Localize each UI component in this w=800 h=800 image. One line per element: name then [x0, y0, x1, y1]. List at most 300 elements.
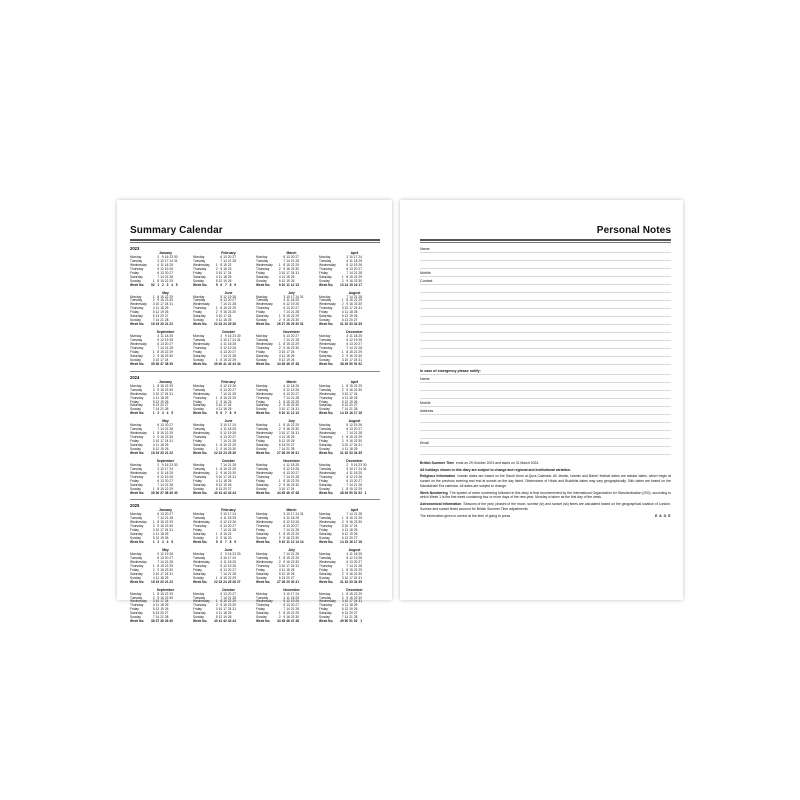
day-cell: 24 [295, 294, 299, 299]
day-cell: 10 [281, 431, 286, 436]
day-name: Saturday [130, 611, 143, 616]
day-cell: 28 [295, 338, 299, 343]
day-cell: 1 [215, 262, 218, 267]
day-cell: 11 [155, 306, 160, 311]
week-number-cell: 29 [286, 579, 290, 584]
contact-line-8[interactable] [420, 341, 671, 349]
week-number-cell: 48 [340, 490, 344, 495]
day-cell: 7 [157, 559, 160, 564]
day-cell: 9 [346, 278, 349, 283]
day-cell: 28 [232, 258, 236, 263]
day-cell: 6 [341, 403, 344, 408]
day-cell: 12 [160, 338, 164, 343]
day-cell: 15 [349, 274, 353, 279]
day-cell: 31 [300, 512, 304, 517]
day-cell: 7 [278, 446, 281, 451]
day-name: Sunday [130, 446, 141, 451]
day-cell: 19 [286, 439, 290, 444]
day-cell: 22 [164, 278, 169, 283]
week-number-cell: 20 [160, 322, 164, 327]
day-cell: 14 [160, 482, 164, 487]
week-label: Week No. [256, 619, 271, 624]
week-number-cell: 32 [344, 450, 349, 455]
day-cell: 22 [164, 383, 169, 388]
day-cell: 30 [237, 552, 241, 556]
day-cell: 1 [152, 383, 155, 388]
day-cell: 23 [353, 353, 358, 358]
day-cell: 11 [160, 262, 164, 267]
day-cell: 23 [227, 266, 232, 271]
day-name: Tuesday [256, 338, 269, 343]
week-number-cell: 22 [214, 450, 218, 455]
day-cell: 5 [220, 431, 223, 436]
week-number-cell [236, 620, 241, 624]
week-number-cell: 41 [223, 361, 227, 366]
week-number-cell: 29 [286, 450, 290, 455]
day-cell: 17 [164, 258, 169, 263]
day-cell: 25 [232, 516, 236, 521]
day-name: Saturday [193, 482, 206, 487]
day-cell: 12 [155, 310, 160, 315]
day-cell: 26 [227, 615, 232, 620]
day-name: Saturday [130, 571, 143, 576]
day-cell: 19 [290, 387, 295, 392]
week-number-cell: 9 [278, 282, 281, 287]
contact-line-3[interactable] [420, 301, 671, 309]
day-cell: 8 [283, 399, 286, 404]
day-name: Saturday [256, 403, 269, 408]
day-cell: 8 [346, 274, 349, 279]
week-label: Week No. [256, 450, 271, 455]
week-number-cell [236, 323, 241, 327]
day-cell: 16 [160, 595, 164, 600]
emergency-address-field[interactable] [420, 407, 671, 415]
day-name: Sunday [193, 407, 204, 412]
day-cell: 31 [169, 571, 173, 576]
week-number-cell: 35 [151, 490, 155, 495]
day-name: Thursday [256, 474, 270, 479]
week-number-cell: 5 [171, 540, 173, 545]
day-cell: 10 [349, 466, 353, 471]
month-grid [130, 381, 191, 417]
day-cell: 22 [290, 532, 295, 537]
day-cell: 3 [215, 314, 218, 319]
day-cell: 13 [349, 427, 353, 432]
name-line-2[interactable] [420, 261, 671, 269]
day-cell: 16 [286, 345, 290, 350]
day-cell: 18 [353, 334, 358, 339]
week-number-cell: 34 [353, 450, 358, 455]
week-number-cell: 2 [157, 411, 160, 416]
day-cell: 7 [283, 338, 286, 343]
day-cell: 7 [152, 407, 155, 412]
day-name: Wednesday [193, 302, 210, 307]
day-cell: 27 [232, 567, 236, 572]
day-cell: 7 [157, 274, 160, 279]
name-line[interactable] [420, 253, 671, 261]
day-cell: 29 [358, 435, 362, 440]
day-cell: 19 [227, 431, 232, 436]
day-cell: 4 [215, 478, 218, 483]
week-label: Week No. [130, 490, 145, 495]
day-cell: 3 [278, 270, 281, 275]
day-cell: 7 [157, 345, 160, 350]
day-cell: 7 [346, 270, 349, 275]
day-cell: 10 [160, 466, 164, 471]
day-cell: 10 [281, 407, 286, 412]
week-number-cell: 2 [162, 282, 164, 287]
contact-label: Contact [420, 279, 433, 283]
month-name: May [162, 548, 169, 553]
month-name: December [346, 587, 363, 592]
day-cell: 9 [346, 439, 349, 444]
day-cell: 7 [152, 615, 155, 620]
day-cell: 12 [218, 278, 223, 283]
day-cell: 10 [155, 599, 160, 604]
year-block [130, 503, 380, 624]
day-cell: 6 [283, 603, 286, 608]
day-cell: 4 [215, 407, 218, 412]
day-cell: 5 [346, 338, 349, 343]
day-cell: 19 [223, 482, 227, 487]
month-name: April [350, 379, 359, 384]
day-cell: 9 [346, 353, 349, 358]
month-row [130, 460, 380, 496]
emergency-details [420, 375, 671, 455]
contact-line-5[interactable] [420, 317, 671, 325]
week-number-cell: 46 [286, 361, 290, 366]
emergency-email-field[interactable] [420, 439, 671, 447]
week-number-cell: 31 [295, 579, 299, 584]
day-cell: 11 [286, 462, 290, 467]
day-cell: 14 [286, 552, 290, 556]
day-cell: 30 [358, 302, 362, 307]
day-name: Friday [130, 310, 139, 315]
day-cell: 18 [290, 516, 295, 521]
day-cell: 6 [220, 435, 223, 440]
day-name: Saturday [130, 532, 143, 537]
emergency-name-label: Name [420, 377, 430, 381]
contact-line-10[interactable] [420, 357, 671, 365]
week-number-cell [362, 363, 367, 367]
day-cell: 12 [349, 474, 353, 479]
day-cell: 8 [220, 532, 223, 537]
day-cell: 20 [227, 524, 232, 529]
week-label: Week No. [256, 282, 271, 287]
day-cell: 13 [349, 478, 353, 483]
day-cell: 6 [346, 342, 349, 347]
name-field[interactable] [420, 245, 671, 253]
day-cell: 12 [223, 563, 227, 568]
day-cell: 3 [220, 338, 223, 343]
day-cell: 10 [344, 391, 349, 396]
day-cell: 18 [160, 532, 164, 537]
day-cell: 15 [286, 314, 290, 319]
day-cell: 23 [232, 334, 236, 339]
day-cell: 15 [223, 599, 227, 604]
day-cell: 22 [353, 486, 358, 491]
day-name: Saturday [130, 274, 143, 279]
day-cell: 17 [160, 528, 164, 533]
emergency-address-line-2[interactable] [420, 423, 671, 431]
day-cell: 29 [232, 599, 236, 604]
day-name: Friday [130, 528, 139, 533]
mobile-field[interactable] [420, 269, 671, 277]
day-cell: 17 [349, 575, 353, 580]
week-number-cell [299, 452, 304, 456]
day-cell: 13 [281, 575, 286, 580]
contact-line-6[interactable] [420, 325, 671, 333]
month-name: January [158, 379, 172, 384]
day-cell: 16 [160, 524, 164, 529]
week-number-cell: 38 [160, 619, 164, 624]
day-cell: 26 [358, 474, 362, 479]
week-number-cell: 41 [218, 619, 223, 624]
day-name: Friday [193, 478, 202, 483]
day-cell: 5 [341, 399, 344, 404]
week-number-cell: 44 [277, 361, 281, 366]
day-name: Wednesday [130, 599, 147, 604]
day-name: Sunday [319, 278, 330, 283]
day-cell: 23 [227, 470, 232, 475]
day-cell: 18 [290, 383, 295, 388]
day-name: Monday [256, 294, 268, 299]
week-number-cell: 18 [358, 540, 362, 545]
day-cell: 27 [295, 470, 299, 475]
day-cell: 29 [358, 567, 362, 572]
day-cell: 3 [152, 571, 155, 576]
contact-line-4[interactable] [420, 309, 671, 317]
day-name: Friday [256, 478, 265, 483]
week-number-cell: 16 [349, 411, 353, 416]
day-name: Monday [130, 383, 142, 388]
emergency-address-line-1[interactable] [420, 415, 671, 423]
day-name: Tuesday [193, 387, 206, 392]
day-cell: 22 [164, 563, 169, 568]
week-number-cell [362, 541, 367, 545]
week-number-cell: 3 [166, 282, 169, 287]
day-cell: 15 [349, 298, 353, 303]
week-number-cell: 40 [218, 361, 223, 366]
day-cell: 3 [346, 254, 349, 259]
emergency-email-label: Email [420, 441, 429, 445]
day-name: Friday [256, 439, 265, 444]
day-cell: 10 [281, 349, 286, 354]
day-cell: 25 [164, 443, 169, 448]
day-name: Thursday [256, 395, 270, 400]
week-label: Week No. [319, 411, 334, 416]
day-cell: 3 [278, 563, 281, 568]
day-cell: 4 [341, 528, 344, 533]
day-cell: 9 [162, 462, 164, 467]
month-name: September [156, 587, 175, 592]
day-name: Thursday [130, 306, 144, 311]
day-cell: 9 [220, 603, 223, 608]
day-cell: 5 [152, 446, 155, 451]
day-cell: 6 [341, 318, 344, 323]
week-number-cell: 18 [151, 450, 155, 455]
day-cell: 4 [341, 310, 344, 315]
day-name: Thursday [319, 306, 333, 311]
bst-heading: British Summer Time [420, 461, 455, 465]
day-cell: 30 [169, 435, 173, 440]
month-grid [193, 509, 254, 545]
day-cell: 28 [295, 552, 299, 556]
week-number-cell: 43 [227, 490, 232, 495]
day-cell: 22 [164, 486, 169, 491]
day-cell: 30 [295, 427, 299, 432]
day-cell: 5 [283, 302, 286, 307]
day-cell: 27 [353, 611, 358, 616]
day-name: Tuesday [319, 466, 332, 471]
day-cell: 15 [286, 342, 290, 347]
day-cell: 14 [281, 446, 286, 451]
day-cell: 26 [169, 338, 173, 343]
emergency-name-line[interactable] [420, 383, 671, 391]
day-cell: 30 [169, 298, 173, 303]
day-cell: 30 [232, 603, 236, 608]
day-cell: 19 [160, 399, 164, 404]
day-cell: 12 [223, 294, 227, 299]
day-cell: 15 [223, 443, 227, 448]
week-number-cell: 7 [225, 411, 227, 416]
day-cell: 27 [358, 478, 362, 483]
day-cell: 1 [215, 357, 218, 362]
day-cell: 30 [295, 559, 299, 564]
emergency-name-field[interactable] [420, 375, 671, 383]
day-cell: 2 [346, 462, 349, 467]
year-separator [130, 371, 380, 372]
day-cell: 28 [295, 474, 299, 479]
day-cell: 11 [281, 274, 286, 279]
week-number-cell: 25 [227, 322, 232, 327]
day-cell: 22 [353, 383, 358, 388]
day-cell: 16 [223, 470, 227, 475]
day-name: Sunday [193, 536, 204, 541]
week-number-cell: 26 [277, 322, 281, 327]
day-name: Monday [130, 294, 142, 299]
day-cell: 27 [164, 403, 169, 408]
day-cell: 30 [295, 266, 299, 271]
day-name: Wednesday [256, 599, 273, 604]
day-cell: 6 [346, 559, 349, 564]
day-cell: 18 [353, 258, 358, 263]
day-cell: 23 [227, 399, 232, 404]
day-cell: 27 [290, 575, 295, 580]
day-cell: 1 [278, 555, 281, 560]
emergency-address-line-3[interactable] [420, 431, 671, 439]
day-name: Monday [256, 254, 268, 259]
day-cell: 14 [223, 595, 227, 600]
week-number-cell: 51 [353, 361, 358, 366]
month-grid [319, 589, 380, 625]
day-cell: 8 [220, 306, 223, 311]
day-cell: 4 [346, 334, 349, 339]
day-cell: 16 [349, 439, 353, 444]
day-cell: 3 [215, 474, 218, 479]
day-cell: 4 [220, 559, 223, 564]
week-number-row [193, 284, 254, 288]
day-name: Sunday [130, 615, 141, 620]
day-cell: 2 [341, 571, 344, 576]
day-cell: 20 [290, 334, 295, 339]
day-cell: 1 [152, 520, 155, 525]
week-number-cell: 33 [349, 579, 353, 584]
day-cell: 1 [278, 611, 281, 616]
day-cell: 20 [227, 567, 232, 572]
day-cell: 4 [283, 298, 286, 303]
week-number-cell: 52 [358, 361, 362, 366]
emergency-mobile-field[interactable] [420, 399, 671, 407]
day-name: Friday [130, 478, 139, 483]
day-cell: 24 [164, 528, 169, 533]
emergency-email-line[interactable] [420, 447, 671, 455]
day-cell: 18 [160, 443, 164, 448]
month-row [130, 292, 380, 328]
day-cell: 1 [215, 599, 218, 604]
day-cell: 29 [358, 383, 362, 388]
week-number-cell: 1 [152, 540, 155, 545]
day-name: Friday [193, 528, 202, 533]
week-label: Week No. [130, 361, 145, 366]
day-cell: 16 [286, 318, 290, 323]
contact-line-9[interactable] [420, 349, 671, 357]
emergency-mobile-label: Mobile [420, 401, 431, 405]
day-name: Sunday [319, 536, 330, 541]
day-name: Monday [130, 512, 142, 517]
day-cell: 12 [160, 266, 164, 271]
week-number-cell: 35 [151, 361, 155, 366]
day-name: Tuesday [130, 387, 143, 392]
day-cell: 9 [157, 387, 160, 392]
day-cell: 21 [290, 258, 295, 263]
day-cell: 22 [290, 399, 295, 404]
day-cell: 30 [232, 446, 236, 451]
day-cell: 23 [358, 462, 362, 467]
day-cell: 25 [227, 478, 232, 483]
day-name: Saturday [319, 532, 332, 537]
emergency-name-line-2[interactable] [420, 391, 671, 399]
day-cell: 16 [349, 520, 353, 525]
day-name: Wednesday [256, 342, 273, 347]
week-number-cell: 45 [281, 490, 286, 495]
month-grid [256, 509, 317, 545]
contact-line-7[interactable] [420, 333, 671, 341]
day-cell: 20 [349, 611, 353, 616]
month-name: August [348, 548, 361, 553]
day-cell: 29 [295, 555, 299, 560]
week-number-cell: 16 [349, 540, 353, 545]
contact-line-2[interactable] [420, 293, 671, 301]
day-cell: 5 [278, 571, 281, 576]
week-number-cell: 52 [358, 490, 362, 495]
day-cell: 12 [344, 532, 349, 537]
day-cell: 26 [164, 446, 169, 451]
day-cell: 5 [283, 520, 286, 525]
day-name: Thursday [193, 266, 207, 271]
day-cell: 10 [155, 302, 160, 307]
day-cell: 11 [344, 395, 349, 400]
day-cell: 10 [286, 294, 290, 299]
day-cell: 7 [341, 407, 344, 412]
week-number-cell: 21 [164, 322, 169, 327]
contact-field[interactable] [420, 277, 671, 285]
astronomical-text: Seasons of the year, phases of the moon, sunrise (sr) and sunset (ss) times are calculated based on the geographical location of London. Sunrise and sunset times account for British Summer Time adjustments. [420, 501, 671, 511]
day-cell: 6 [152, 403, 155, 408]
day-cell: 25 [358, 334, 362, 339]
month-name: December [346, 458, 363, 463]
contact-line-1[interactable] [420, 285, 671, 293]
